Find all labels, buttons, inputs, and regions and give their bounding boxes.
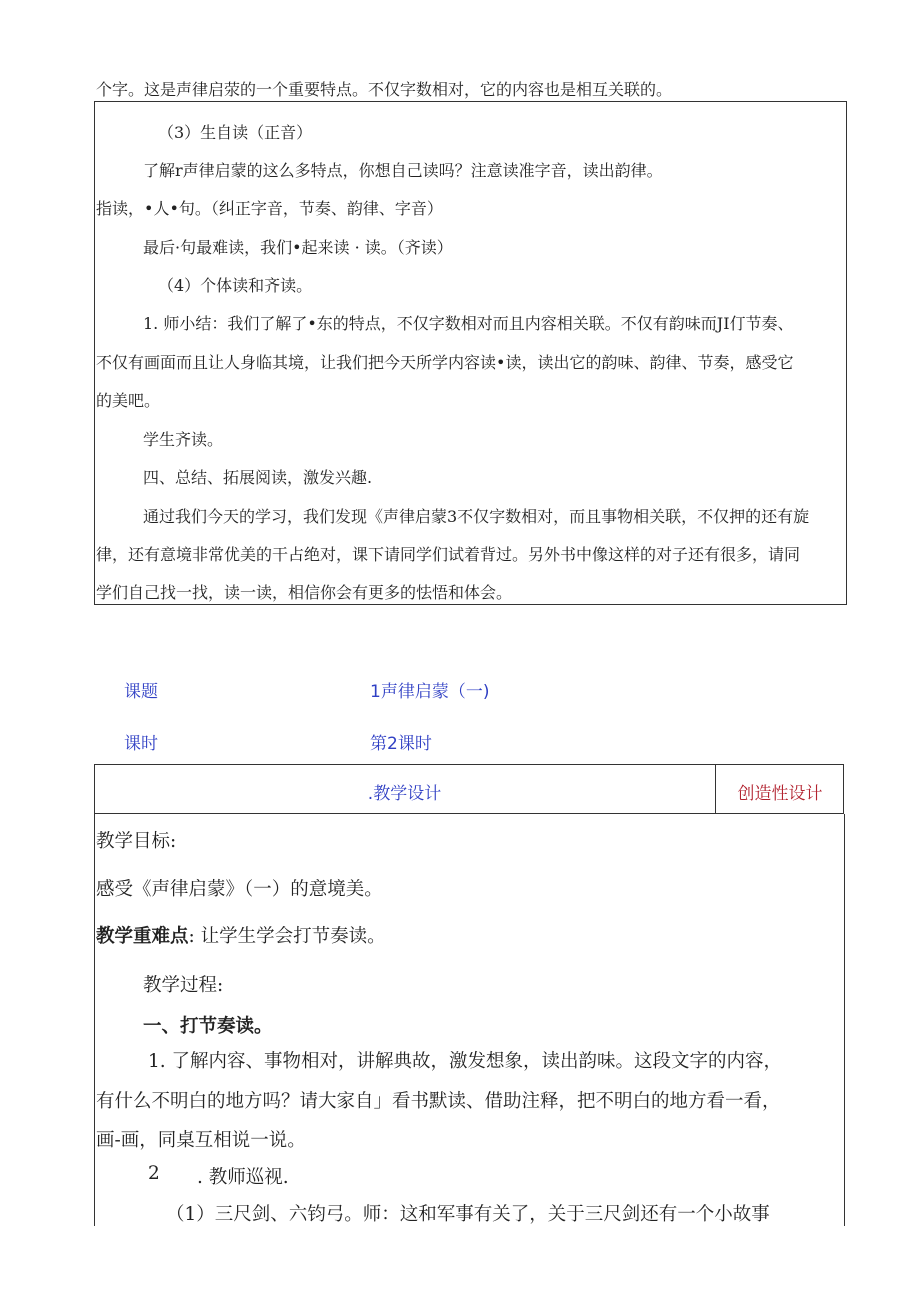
creative-column-header: 创造性设计 — [737, 784, 823, 804]
period-value: 第2课时 — [370, 734, 432, 754]
text-line: 律，还有意境非常优美的干占绝对，课下请同学们试着背过。另外书中像这样的对子还有很多，请同 — [96, 545, 801, 564]
design-column-header: .教学设计 — [367, 784, 442, 804]
step1-line: 有什么不明白的地方吗？请大家自」看书默读、借助注释，把不明白的地方看一看， — [96, 1091, 781, 1112]
text-line: （4）个体读和齐读。 — [158, 276, 313, 295]
period-label: 课时 — [124, 734, 158, 754]
text-line: 的美吧。 — [96, 391, 161, 410]
text-line: 四、总结、拓展阅读，激发兴趣. — [143, 468, 373, 487]
text-line: 了解r声律启蒙的这么多特点，你想自己读吗？注意读准字音，读出韵律。 — [143, 161, 663, 180]
text-line: 学们自己找一找，读一读，相信你会有更多的怯悟和体会。 — [96, 583, 513, 602]
text-line: （3）生自读（正音） — [158, 123, 313, 142]
topic-label: 课题 — [124, 682, 158, 702]
step3-text: （1）三尺剑、六钧弓。师：这和军事有关了，关于三尺剑还有一个小故事 — [166, 1204, 770, 1225]
text-line: 1. 师小结：我们了解了•东的特点，不仅字数相对而且内容相关联。不仅有韵味而JI仃节奏、 — [143, 314, 794, 333]
step1-line: 画-画，同桌互相说一说。 — [96, 1130, 306, 1151]
key-points — [96, 922, 386, 948]
text-line: 指读，•人•句。（纠正字音，节奏、韵律、字音） — [96, 199, 443, 218]
text-line: 学生齐读。 — [143, 430, 224, 449]
key-label: 教学重难点 — [96, 926, 189, 947]
text-line: 通过我们今天的学习，我们发现《声律启蒙3不仅字数相对，而且事物相关联，不仅押的还有旋 — [143, 507, 810, 526]
step2-text: . 教师巡视. — [197, 1167, 289, 1188]
step1-line: 1. 了解内容、事物相对，讲解典故，激发想象，读出韵味。这段文字的内容， — [148, 1051, 783, 1072]
right-border — [844, 814, 845, 1226]
key-text: : 让学生学会打节奏读。 — [188, 926, 386, 947]
intro-line: 个字。这是声律启荥的一个重要特点。不仅字数相对，它的内容也是相互关联的。 — [96, 80, 673, 99]
step1-heading: 一、打节奏读。 — [143, 1016, 273, 1037]
goal-label: 教学目标: — [96, 831, 177, 852]
left-border — [94, 814, 95, 1226]
process-label: 教学过程: — [143, 975, 224, 996]
topic-value: 1声律启蒙（一) — [370, 682, 490, 702]
text-line: 最后·句最难读，我们•起来读 · 读。（齐读） — [143, 238, 453, 257]
goal-text: 感受《声律启蒙》（一）的意境美。 — [96, 879, 383, 900]
step2-number: 2 — [148, 1163, 160, 1184]
text-line: 不仅有画面而且让人身临其境，让我们把今天所学内容读•读，读出它的韵味、韵律、节奏，感受它 — [96, 353, 794, 372]
